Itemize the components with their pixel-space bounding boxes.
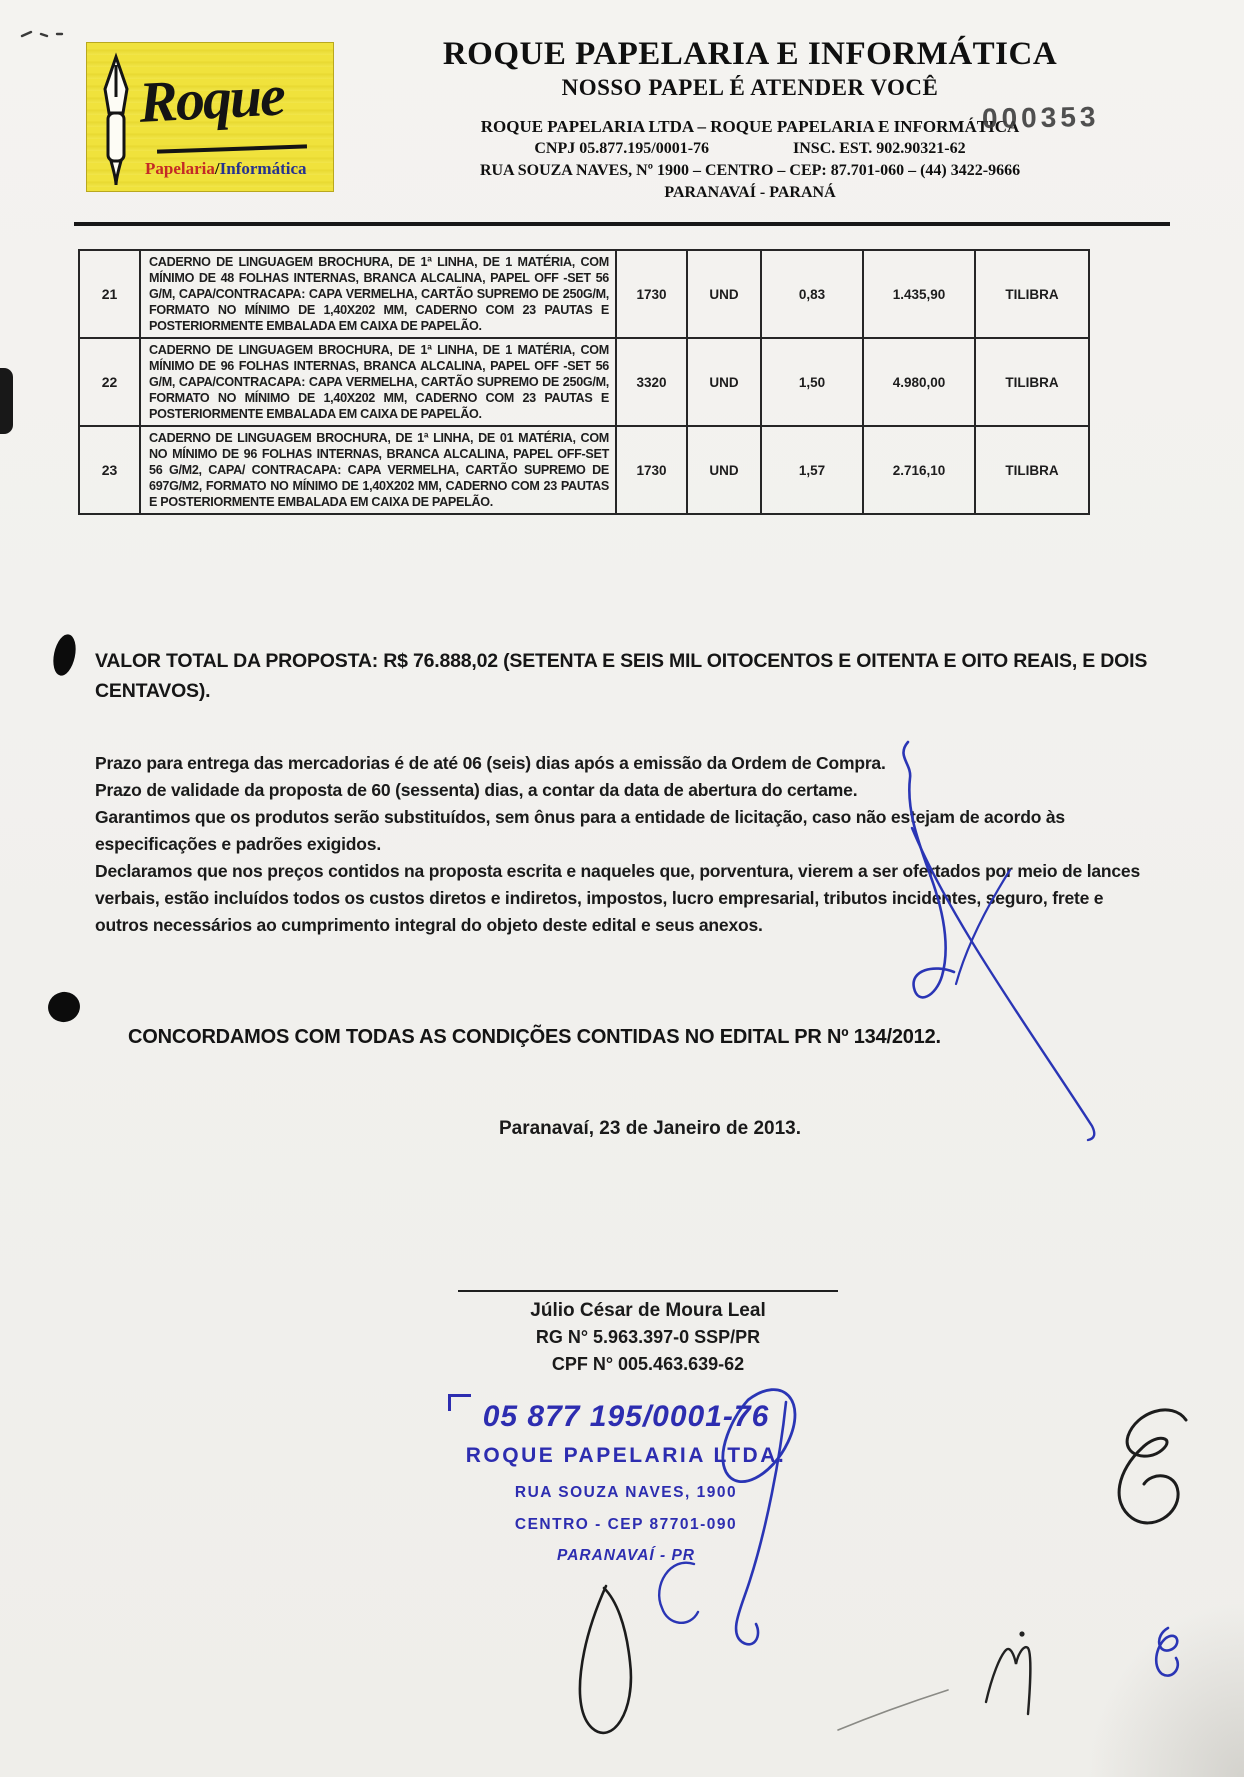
ink-dot-mark — [45, 989, 83, 1026]
table-row — [79, 426, 1089, 514]
item-unit-price: 0,83 — [761, 250, 863, 338]
company-cnpj: CNPJ 05.877.195/0001-76 — [534, 140, 710, 157]
logo-subtitle-papelaria: Papelaria — [145, 159, 215, 178]
stamp-district: CENTRO - CEP 87701-090 — [514, 1516, 738, 1533]
item-unit: UND — [687, 338, 761, 426]
page-number-stamp: 000353 — [981, 100, 1100, 135]
term-validity: Prazo de validade da proposta de 60 (sessenta) dias, a contar da data de abertura do certame. — [95, 780, 858, 800]
table-row — [79, 338, 1089, 426]
signer-cpf: CPF N° 005.463.639-62 — [551, 1354, 745, 1374]
date-line: Paranavaí, 23 de Janeiro de 2013. — [498, 1118, 802, 1139]
item-total: 1.435,90 — [863, 250, 975, 338]
header-divider-rule — [74, 222, 1170, 226]
item-unit-price: 1,50 — [761, 338, 863, 426]
terms-paragraphs — [95, 750, 1149, 939]
item-quantity: 3320 — [616, 338, 687, 426]
item-unit: UND — [687, 250, 761, 338]
logo-underline — [157, 144, 307, 153]
item-brand: TILIBRA — [975, 338, 1089, 426]
scan-edge-artifact — [0, 368, 13, 434]
page-corner-shadow — [1074, 1587, 1244, 1777]
term-delivery: Prazo para entrega das mercadorias é de até 06 (seis) dias após a emissão da Ordem de Compra. — [95, 753, 886, 773]
item-description: CADERNO DE LINGUAGEM BROCHURA, DE 1ª LINHA, DE 01 MATÉRIA, COM NO MÍNIMO DE 96 FOLHAS INTERNAS, BRANCA ALCALINA, PAPEL OFF-SET 56 G/M2, CAPA/ CONTRACAPA: CAPA VERMELHA, CARTÃO SUPREMO DE 697G/M2, FORMATO NO MÍNIMO DE 1,40X202 MM, CADERNO COM 23 PAUTAS E POSTERIORMENTE EMBALADA EM CAIXA DE PAPELÃO. — [140, 426, 616, 514]
item-brand: TILIBRA — [975, 250, 1089, 338]
item-number: 23 — [79, 426, 140, 514]
term-prices: Declaramos que nos preços contidos na proposta escrita e naqueles que, porventura, vierem a ser ofertados por meio de lances verbais, estão incluídos todos os custos diretos e indiretos, impostos, lucro empresarial, tributos incidentes, seguro, frete e outros necessários ao cumprimento integral do objeto deste edital e seus anexos. — [95, 861, 1140, 935]
stamp-company: ROQUE PAPELARIA LTDA. — [465, 1444, 787, 1467]
ink-dot-mark — [50, 632, 79, 677]
company-slogan: NOSSO PAPEL É ATENDER VOCÊ — [561, 75, 939, 100]
company-address: RUA SOUZA NAVES, Nº 1900 – CENTRO – CEP: 87.701-060 – (44) 3422-9666 — [479, 162, 1021, 179]
fountain-pen-icon — [93, 51, 139, 192]
item-unit: UND — [687, 426, 761, 514]
signer-name: Júlio César de Moura Leal — [530, 1300, 766, 1321]
item-brand: TILIBRA — [975, 426, 1089, 514]
signer-rg: RG N° 5.963.397-0 SSP/PR — [535, 1327, 761, 1347]
logo-subtitle-divider: / — [214, 159, 220, 178]
company-registration-line — [330, 138, 1170, 160]
term-warranty: Garantimos que os produtos serão substituídos, sem ônus para a entidade de licitação, caso não estejam de acordo às especificações e padrões exigidos. — [95, 807, 1065, 854]
logo-subtitle — [145, 159, 329, 179]
company-city: PARANAVAÍ - PARANÁ — [664, 184, 836, 201]
company-logo — [86, 42, 334, 192]
signature-block — [458, 1290, 838, 1378]
agreement-line: CONCORDAMOS COM TODAS AS CONDIÇÕES CONTIDAS NO EDITAL PR Nº 134/2012. — [128, 1026, 941, 1048]
item-description: CADERNO DE LINGUAGEM BROCHURA, DE 1ª LINHA, DE 1 MATÉRIA, COM MÍNIMO DE 48 FOLHAS INTERNAS, BRANCA ALCALINA, PAPEL OFF -SET 56 G/M, CAPA/CONTRACAPA: CAPA VERMELHA, CARTÃO SUPREMO DE 250G/M, FORMATO NO MÍNIMO DE 1,40X202 MM, CADERNO COM 23 PAUTAS E POSTERIORMENTE EMBALADA EM CAIXA DE PAPELÃO. — [140, 250, 616, 338]
item-quantity: 1730 — [616, 426, 687, 514]
table-row — [79, 250, 1089, 338]
company-rubber-stamp — [440, 1400, 812, 1565]
item-quantity: 1730 — [616, 250, 687, 338]
proposal-items-table — [78, 249, 1090, 515]
company-insc: INSC. EST. 902.90321-62 — [793, 140, 966, 157]
item-number: 21 — [79, 250, 140, 338]
item-number: 22 — [79, 338, 140, 426]
company-title: ROQUE PAPELARIA E INFORMÁTICA — [442, 36, 1058, 72]
proposal-total-line: VALOR TOTAL DA PROPOSTA: R$ 76.888,02 (SETENTA E SEIS MIL OITOCENTOS E OITENTA E OITO REAIS, E DOIS CENTAVOS). — [95, 650, 1148, 702]
company-legal-line: ROQUE PAPELARIA LTDA – ROQUE PAPELARIA E INFORMÁTICA — [480, 117, 1020, 136]
stamp-city: PARANAVAÍ - PR — [557, 1547, 695, 1564]
item-description: CADERNO DE LINGUAGEM BROCHURA, DE 1ª LINHA, DE 1 MATÉRIA, COM MÍNIMO DE 96 FOLHAS INTERNAS, BRANCA ALCALINA, PAPEL OFF -SET 56 G/M, CAPA/CONTRACAPA: CAPA VERMELHA, CARTÃO SUPREMO DE 250G/M, FORMATO NO MÍNIMO DE 1,40X202 MM, CADERNO COM 23 PAUTAS E POSTERIORMENTE EMBALADA EM CAIXA DE PAPELÃO. — [140, 338, 616, 426]
item-total: 2.716,10 — [863, 426, 975, 514]
logo-script-text: Roque — [137, 62, 286, 135]
stamp-cnpj: 05 877 195/0001-76 — [482, 1400, 770, 1433]
item-unit-price: 1,57 — [761, 426, 863, 514]
logo-subtitle-informatica: Informática — [219, 159, 307, 178]
item-total: 4.980,00 — [863, 338, 975, 426]
stamp-street: RUA SOUZA NAVES, 1900 — [514, 1484, 738, 1501]
